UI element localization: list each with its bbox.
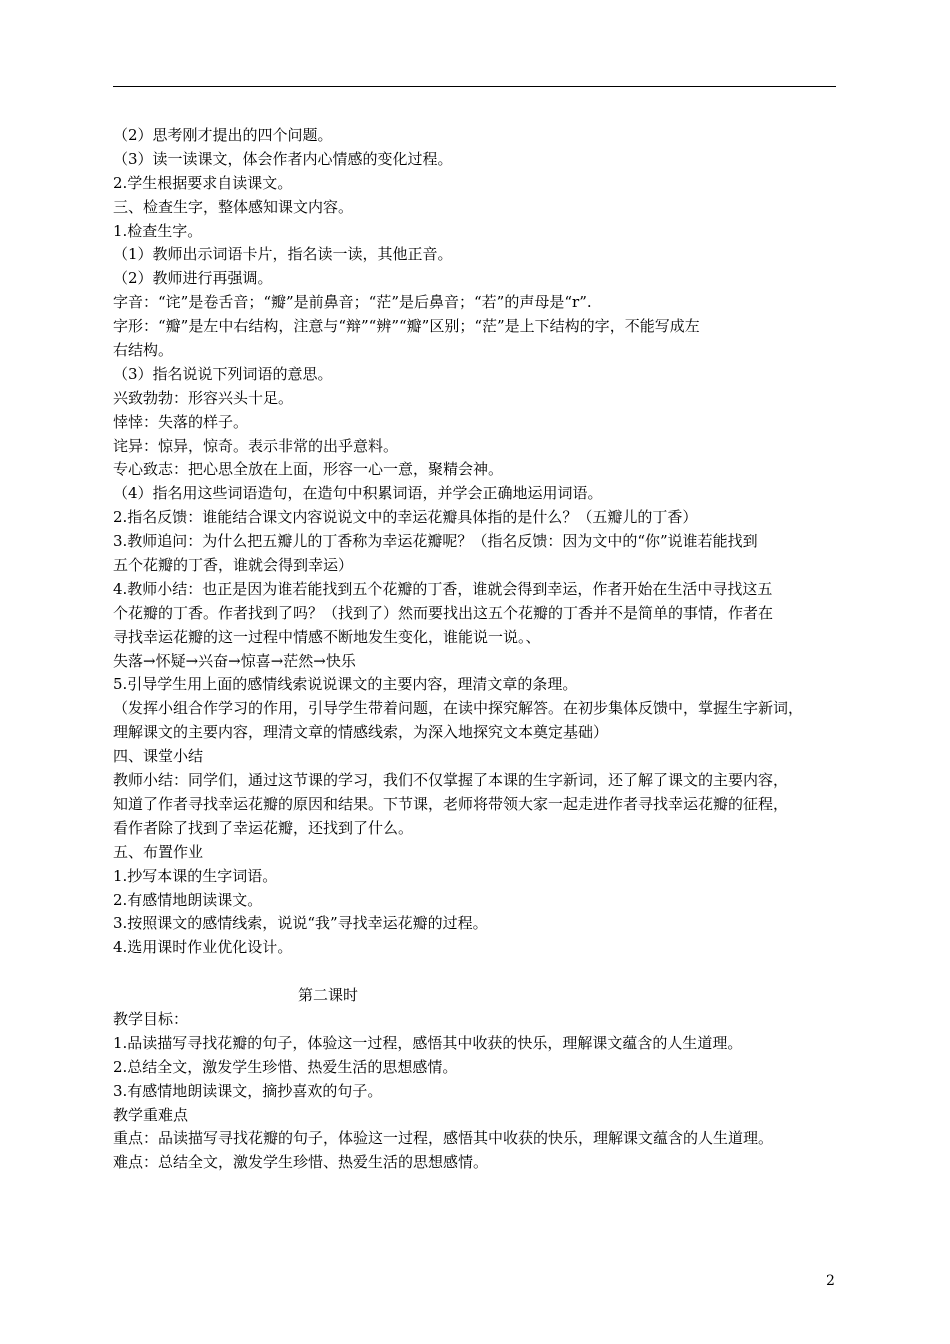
- header-rule: [113, 86, 836, 87]
- body-line: 3.教师追问：为什么把五瓣儿的丁香称为幸运花瓣呢？（指名反馈：因为文中的“你”说谁若能找到: [113, 532, 758, 551]
- body-line: 寻找幸运花瓣的这一过程中情感不断地发生变化，谁能说一说。、: [113, 627, 541, 646]
- section-heading: 教学目标：: [113, 1009, 189, 1028]
- body-line: 右结构。: [113, 341, 174, 360]
- body-line: 2.有感情地朗读课文。: [113, 890, 263, 909]
- section-heading: 五、布置作业: [113, 842, 204, 861]
- body-line: 重点：品读描写寻找花瓣的句子，体验这一过程，感悟其中收获的快乐，理解课文蕴含的人生道理。: [113, 1129, 774, 1148]
- body-line: 个花瓣的丁香。作者找到了吗？（找到了）然而要找出这五个花瓣的丁香并不是简单的事情，作者在: [113, 603, 774, 622]
- body-line: 2.总结全文，激发学生珍惜、热爱生活的思想感情。: [113, 1057, 458, 1076]
- body-line: 兴致勃勃：形容兴头十足。: [113, 388, 294, 407]
- blank-line: [113, 960, 843, 984]
- body-line: 4.选用课时作业优化设计。: [113, 938, 293, 957]
- section-heading: 四、课堂小结: [113, 747, 204, 766]
- page-body: [113, 124, 843, 1175]
- body-line: 5.引导学生用上面的感情线索说说课文的主要内容，理清文章的条理。: [113, 675, 578, 694]
- body-line: 3.有感情地朗读课文，摘抄喜欢的句子。: [113, 1081, 383, 1100]
- body-line: 1.抄写本课的生字词语。: [113, 866, 278, 885]
- body-line: 五个花瓣的丁香，谁就会得到幸运）: [113, 556, 354, 575]
- page-number: 2: [826, 1273, 835, 1289]
- body-line: 1.检查生字。: [113, 221, 203, 240]
- body-line: （2）思考刚才提出的四个问题。: [113, 126, 333, 144]
- body-line: 字音：“诧”是卷舌音；“瓣”是前鼻音；“茫”是后鼻音；“若”的声母是“r”.: [113, 293, 592, 312]
- body-line: 看作者除了找到了幸运花瓣，还找到了什么。: [113, 818, 414, 837]
- body-line: 专心致志：把心思全放在上面，形容一心一意，聚精会神。: [113, 460, 504, 479]
- body-line: 2.指名反馈：谁能结合课文内容说说文中的幸运花瓣具体指的是什么？（五瓣儿的丁香）: [113, 508, 698, 527]
- body-line: 悻悻：失落的样子。: [113, 412, 249, 431]
- body-line: 难点：总结全文，激发学生珍惜、热爱生活的思想感情。: [113, 1153, 489, 1172]
- emotion-sequence: 失落→怀疑→兴奋→惊喜→茫然→快乐: [113, 651, 356, 670]
- section-heading: 教学重难点: [113, 1105, 189, 1124]
- body-line: （发挥小组合作学习的作用，引导学生带着问题，在读中探究解答。在初步集体反馈中，掌握生字新词，: [113, 699, 804, 718]
- body-line: 知道了作者寻找幸运花瓣的原因和结果。下节课，老师将带领大家一起走进作者寻找幸运花瓣的征程，: [113, 794, 789, 813]
- body-line: 1.品读描写寻找花瓣的句子，体验这一过程，感悟其中收获的快乐，理解课文蕴含的人生道理。: [113, 1033, 743, 1052]
- section-heading: 三、检查生字，整体感知课文内容。: [113, 197, 354, 216]
- body-line: 4.教师小结：也正是因为谁若能找到五个花瓣的丁香，谁就会得到幸运，作者开始在生活中寻找这五: [113, 579, 773, 598]
- lesson-title: 第二课时: [298, 986, 359, 1005]
- body-line: 理解课文的主要内容，理清文章的情感线索，为深入地探究文本奠定基础）: [113, 723, 609, 742]
- body-line: （1）教师出示词语卡片，指名读一读，其他正音。: [113, 245, 453, 264]
- body-line: （2）教师进行再强调。: [113, 269, 273, 288]
- body-line: （3）读一读课文，体会作者内心情感的变化过程。: [113, 149, 453, 168]
- body-line: 3.按照课文的感情线索，说说“我”寻找幸运花瓣的过程。: [113, 914, 488, 933]
- body-line: 教师小结：同学们，通过这节课的学习，我们不仅掌握了本课的生字新词，还了解了课文的主要内容，: [113, 771, 789, 790]
- body-line: 字形：“瓣”是左中右结构，注意与“辩”“辨”“瓣”区别；“茫”是上下结构的字，不能写成左: [113, 317, 700, 336]
- body-line: 2.学生根据要求自读课文。: [113, 173, 293, 192]
- body-line: （4）指名用这些词语造句，在造句中积累词语，并学会正确地运用词语。: [113, 484, 603, 503]
- body-line: 诧异：惊异，惊奇。表示非常的出乎意料。: [113, 436, 399, 455]
- body-line: （3）指名说说下列词语的意思。: [113, 364, 333, 383]
